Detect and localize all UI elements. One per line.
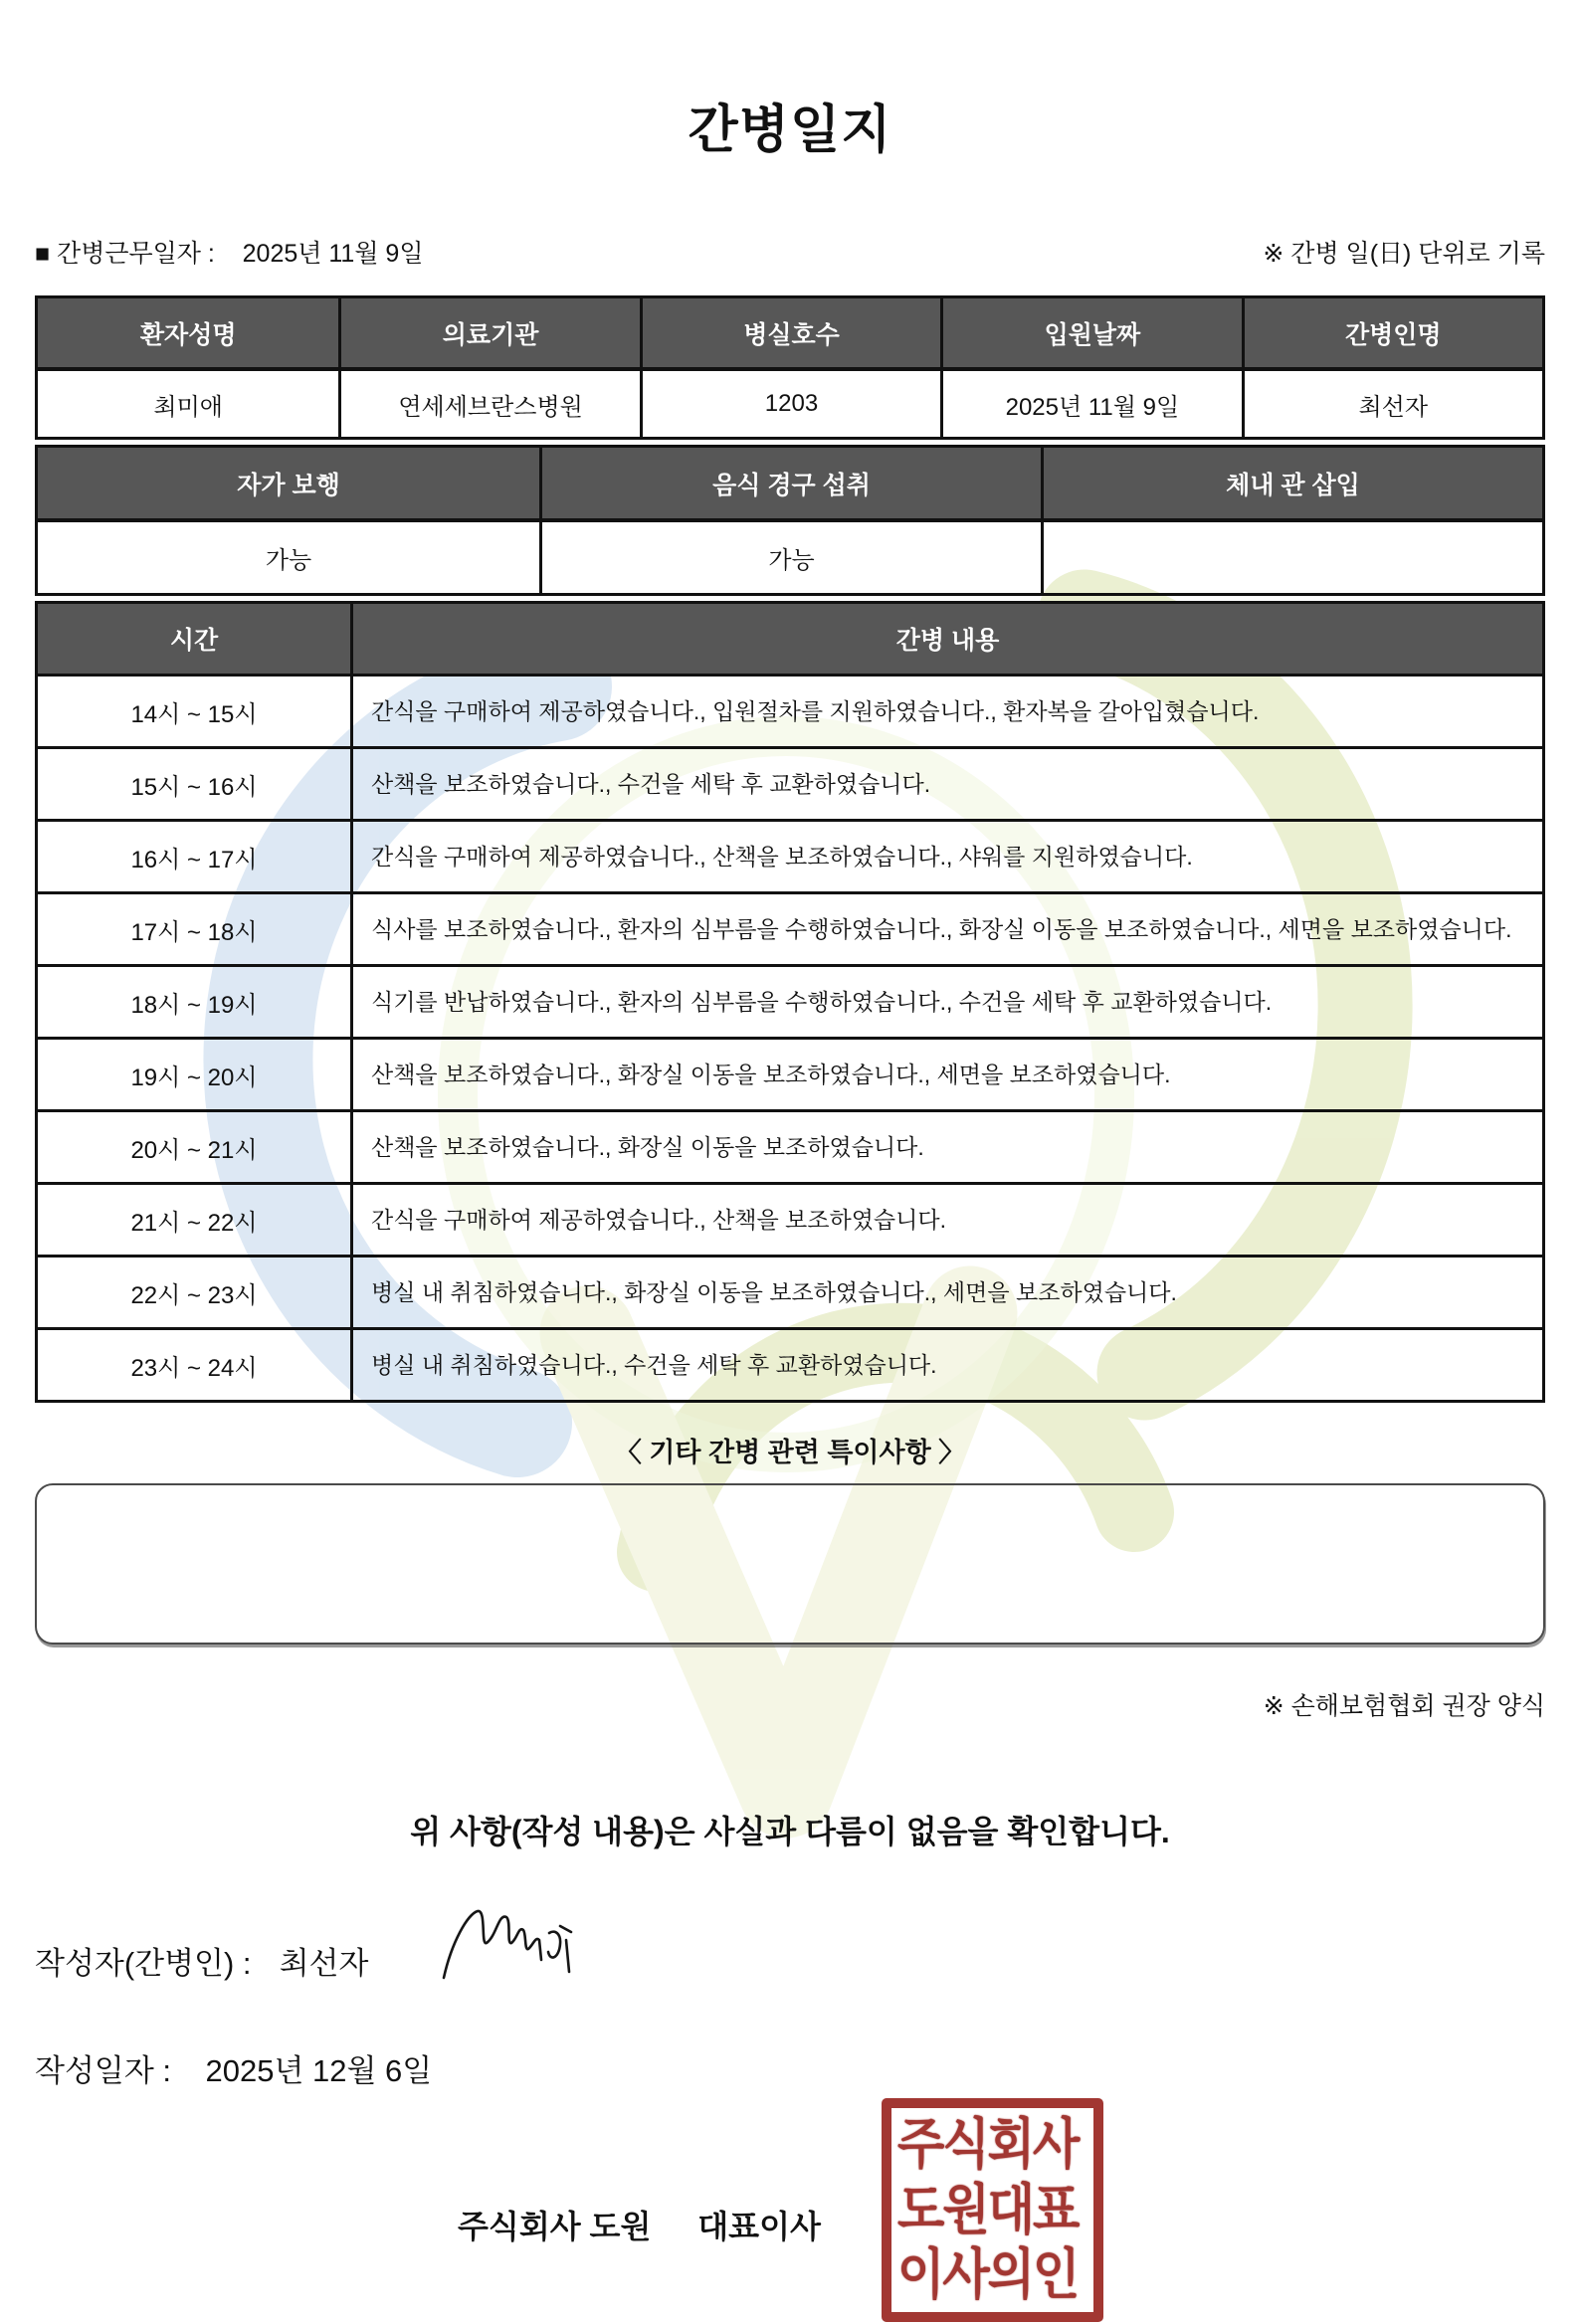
- care-time: 22시 ~ 23시: [130, 1281, 258, 1309]
- care-row: [38, 1109, 1542, 1182]
- care-time: 16시 ~ 17시: [130, 846, 258, 873]
- header-tube-insertion: 체내 관 삽입: [1041, 448, 1542, 518]
- corporate-seal-stamp: [882, 2098, 1103, 2322]
- write-date-value: 2025년 12월 6일: [205, 2053, 433, 2088]
- header-self-walking: 자가 보행: [38, 448, 539, 518]
- stamp-text: 도원대표: [897, 2180, 1079, 2240]
- care-content: 간식을 구매하여 제공하였습니다., 산책을 보조하였습니다., 샤워를 지원하였습니다.: [350, 822, 1542, 891]
- company-seal-area: [35, 2090, 1545, 2324]
- care-content: 간식을 구매하여 제공하였습니다., 산책을 보조하였습니다.: [350, 1185, 1542, 1255]
- work-date-label: ■ 간병근무일자 :: [35, 240, 215, 268]
- meta-row: [35, 234, 1545, 270]
- care-content: 간식을 구매하여 제공하였습니다., 입원절차를 지원하였습니다., 환자복을 갈아입혔습니다.: [350, 677, 1542, 746]
- status-table: [35, 445, 1545, 596]
- header-room-number: 병실호수: [640, 298, 940, 367]
- care-row: [38, 1037, 1542, 1109]
- stamp-text: 주식회사: [897, 2114, 1079, 2176]
- writer-name: 최선자: [279, 1945, 369, 1981]
- stamp-line: [897, 2178, 1087, 2242]
- value-patient-name: 최미애: [153, 393, 223, 421]
- status-table-value-row: [38, 518, 1542, 593]
- care-row: [38, 1327, 1542, 1400]
- care-content: 식기를 반납하였습니다., 환자의 심부름을 수행하였습니다., 수건을 세탁 후 교환하였습니다.: [350, 967, 1542, 1037]
- company-name: 주식회사 도원: [458, 2209, 652, 2244]
- care-table-header-row: [38, 604, 1542, 674]
- header-patient-name: 환자성명: [38, 298, 338, 367]
- care-row: [38, 891, 1542, 964]
- value-self-walking: 가능: [265, 547, 312, 574]
- care-time: 17시 ~ 18시: [130, 918, 258, 946]
- writer-row: [35, 1914, 1545, 2006]
- care-time: 19시 ~ 20시: [130, 1064, 258, 1091]
- page-title: 간병일지: [688, 101, 892, 159]
- care-row: [38, 1255, 1542, 1327]
- care-content: 산책을 보조하였습니다., 화장실 이동을 보조하였습니다.: [350, 1112, 1542, 1182]
- care-row: [38, 746, 1542, 819]
- care-row: [38, 1182, 1542, 1255]
- care-content: 병실 내 취침하였습니다., 화장실 이동을 보조하였습니다., 세면을 보조하였습니다.: [350, 1258, 1542, 1327]
- header-oral-intake: 음식 경구 섭취: [539, 448, 1041, 518]
- stamp-line: [897, 2113, 1087, 2178]
- value-caregiver-name: 최선자: [1242, 371, 1542, 437]
- header-caregiver-name: 간병인명: [1242, 298, 1542, 367]
- care-time: 21시 ~ 22시: [130, 1209, 258, 1237]
- company-line: [458, 2202, 821, 2247]
- care-row: [38, 819, 1542, 891]
- care-row: [38, 674, 1542, 746]
- value-hospital: 연세세브란스병원: [338, 371, 639, 437]
- company-role: 대표이사: [697, 2209, 821, 2244]
- work-date: [35, 234, 423, 270]
- work-date-value: 2025년 11월 9일: [242, 240, 424, 268]
- stamp-line: [897, 2243, 1087, 2308]
- care-table: [35, 601, 1545, 1403]
- value-admission-date: 2025년 11월 9일: [940, 371, 1241, 437]
- unit-note: ※ 간병 일(日) 단위로 기록: [1263, 240, 1545, 268]
- confirmation-statement: 위 사항(작성 내용)은 사실과 다름이 없음을 확인합니다.: [410, 1814, 1170, 1849]
- notes-heading: 〈 기타 간병 관련 특이사항 〉: [614, 1438, 966, 1467]
- care-row: [38, 964, 1542, 1037]
- patient-table: [35, 295, 1545, 440]
- care-content: 식사를 보조하였습니다., 환자의 심부름을 수행하였습니다., 화장실 이동을 보조하였습니다., 세면을 보조하였습니다.: [350, 894, 1542, 964]
- status-table-header-row: [38, 448, 1542, 518]
- stamp-text: 이사의인: [897, 2244, 1079, 2306]
- value-room-number: 1203: [640, 371, 940, 437]
- care-content: 병실 내 취침하였습니다., 수건을 세탁 후 교환하였습니다.: [350, 1330, 1542, 1400]
- header-time: 시간: [38, 604, 350, 674]
- signature-image: [438, 1900, 587, 1992]
- writer-label: 작성자(간병인) :: [35, 1945, 252, 1981]
- write-date-label: 작성일자 :: [35, 2053, 172, 2088]
- patient-table-header-row: [38, 298, 1542, 367]
- write-date-row: [35, 2045, 1545, 2090]
- notes-box: [35, 1483, 1545, 1645]
- form-note: ※ 손해보험협회 권장 양식: [1263, 1692, 1545, 1720]
- care-time: 20시 ~ 21시: [130, 1136, 258, 1164]
- header-care-content: 간병 내용: [350, 604, 1542, 674]
- value-oral-intake: 가능: [539, 522, 1041, 593]
- care-content: 산책을 보조하였습니다., 화장실 이동을 보조하였습니다., 세면을 보조하였습니다.: [350, 1040, 1542, 1109]
- patient-table-value-row: [38, 367, 1542, 437]
- care-time: 18시 ~ 19시: [130, 991, 258, 1019]
- care-time: 15시 ~ 16시: [130, 773, 258, 801]
- header-admission-date: 입원날짜: [940, 298, 1241, 367]
- value-tube-insertion: [1041, 522, 1542, 593]
- care-content: 산책을 보조하였습니다., 수건을 세탁 후 교환하였습니다.: [350, 749, 1542, 819]
- care-time: 23시 ~ 24시: [130, 1354, 258, 1382]
- care-time: 14시 ~ 15시: [130, 700, 258, 728]
- header-hospital: 의료기관: [338, 298, 639, 367]
